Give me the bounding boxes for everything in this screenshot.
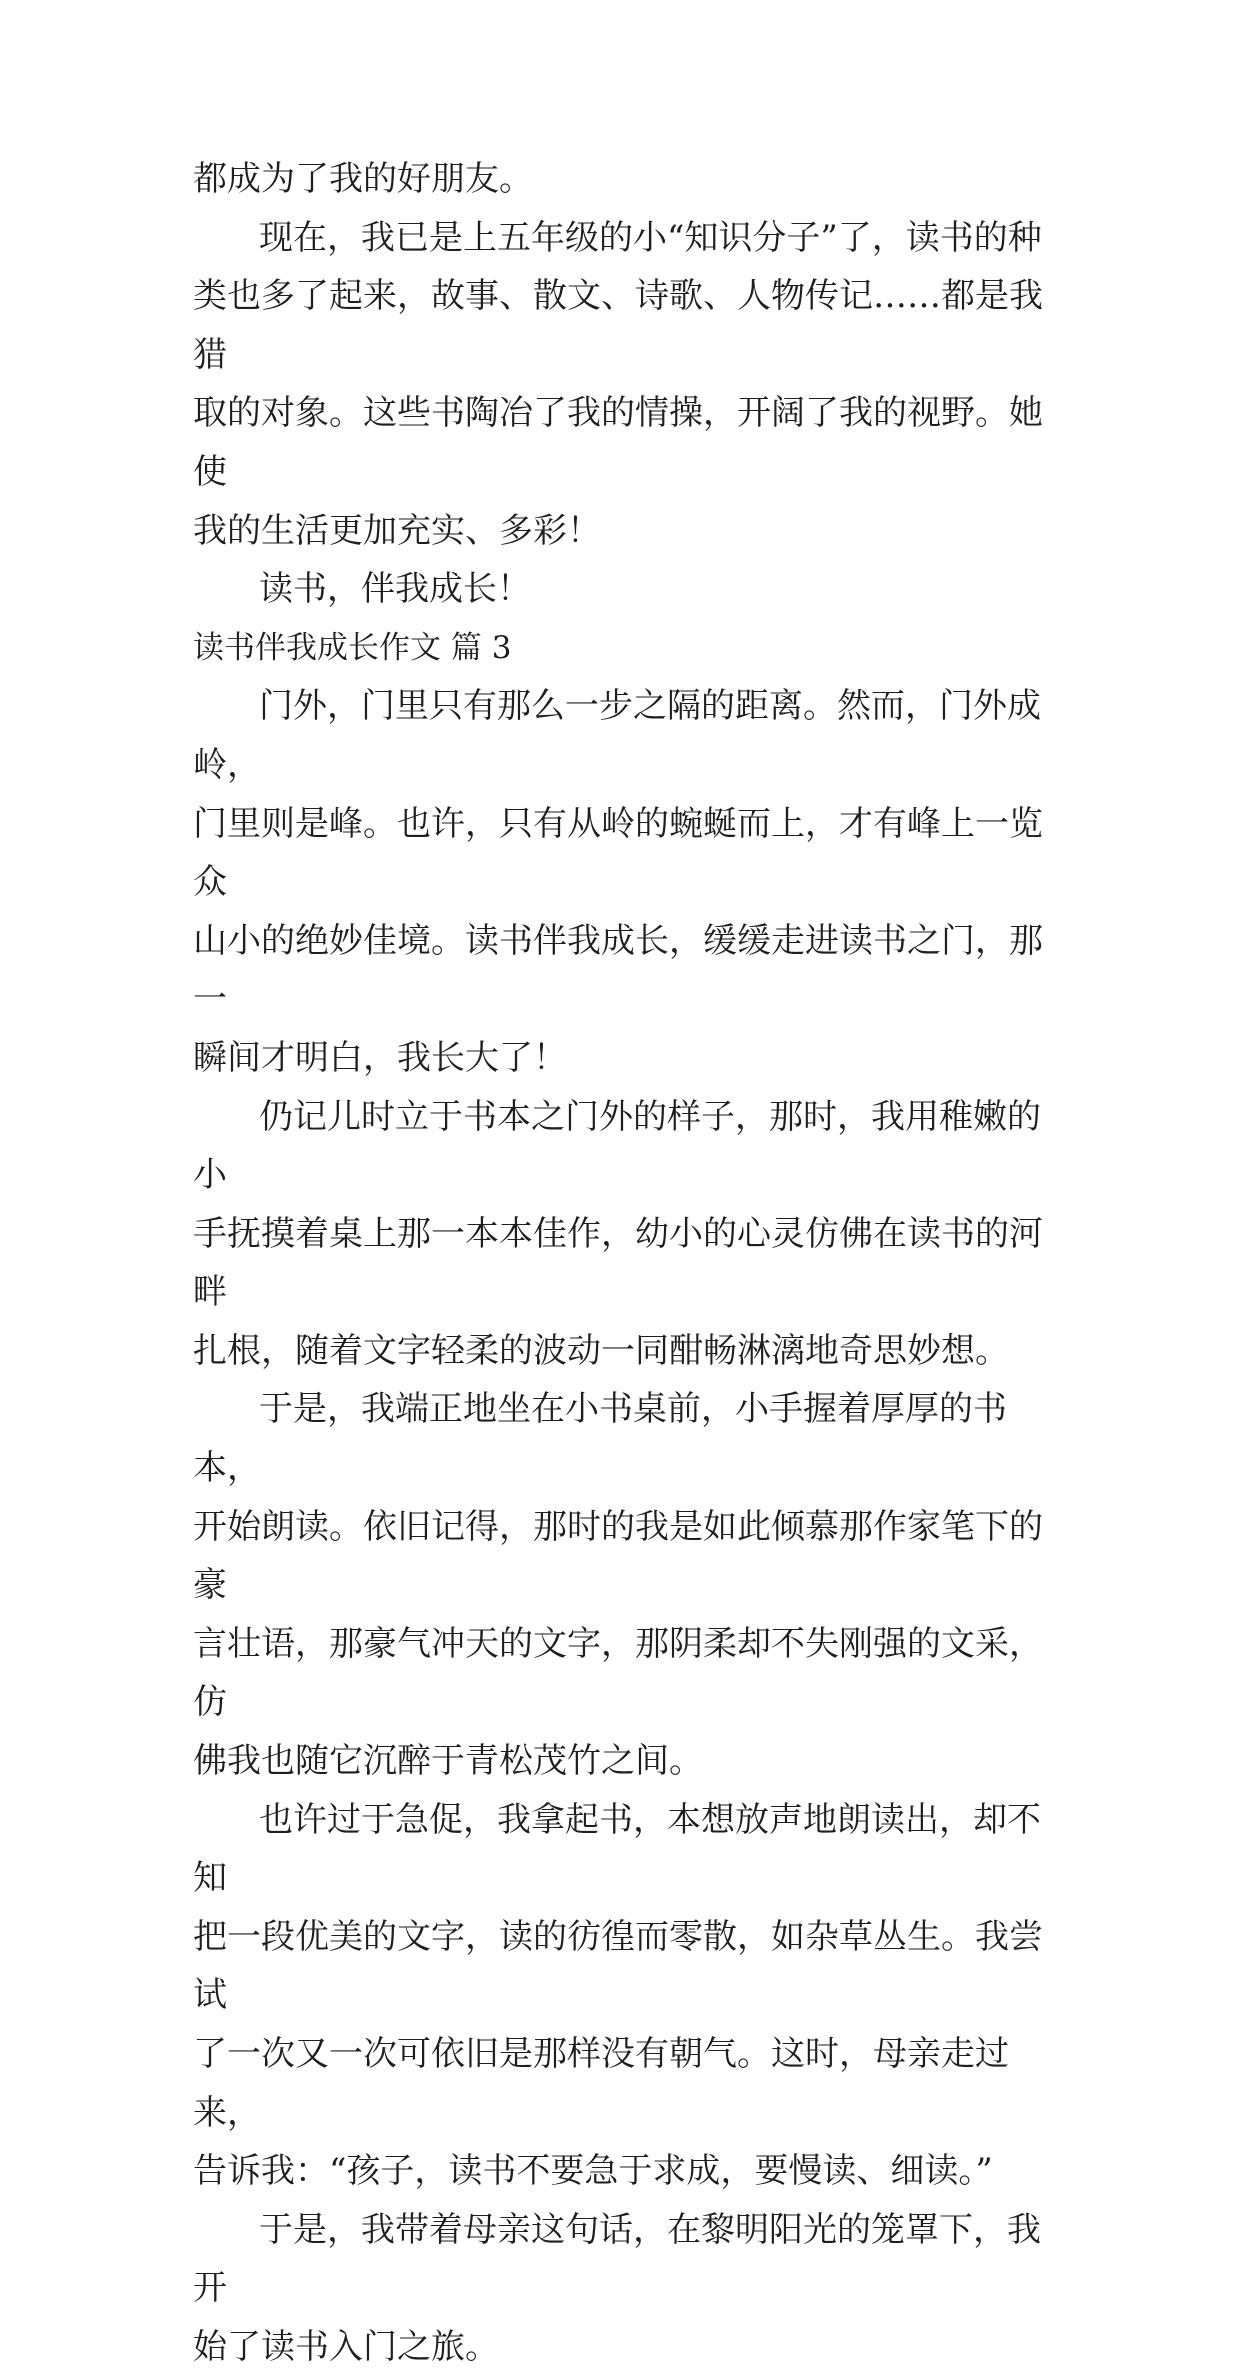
paragraph-reading-aloud: 于是，我端正地坐在小书桌前，小手握着厚厚的书本， 开始朗读。依旧记得，那时的我是如此倾慕那作家笔下的豪 言壮语，那豪气冲天的文字，那阴柔却不失刚强的文采，仿 佛我也随它沉醉于青松茂竹之间。 bbox=[193, 1389, 1043, 1782]
paragraph-reading-now: 现在，我已是上五年级的小“知识分子”了，读书的种 类也多了起来，故事、散文、诗歌、人物传记……都是我猎 取的对象。这些书陶冶了我的情操，开阔了我的视野。她使 我的生活更加充实、多彩！ bbox=[193, 217, 1043, 551]
paragraph-continued: 都成为了我的好朋友。 bbox=[193, 159, 533, 199]
document-page bbox=[193, 150, 1051, 2377]
paragraph-door: 门外，门里只有那么一步之隔的距离。然而，门外成岭， 门里则是峰。也许，只有从岭的蜿蜒而上，才有峰上一览众 山小的绝妙佳境。读书伴我成长，缓缓走进读书之门，那一 瞬间才明白，我长大了！ bbox=[193, 686, 1043, 1078]
paragraph-childhood: 仍记儿时立于书本之门外的样子，那时，我用稚嫩的小 手抚摸着桌上那一本本佳作，幼小的心灵仿佛在读书的河畔 扎根，随着文字轻柔的波动一同酣畅淋漓地奇思妙想。 bbox=[193, 1096, 1043, 1371]
paragraph-reading-growth: 读书，伴我成长！ bbox=[259, 569, 531, 610]
paragraph-journey-start: 于是，我带着母亲这句话，在黎明阳光的笼罩下，我开 始了读书入门之旅。 bbox=[193, 2209, 1041, 2367]
paragraph-mother-advice: 也许过于急促，我拿起书，本想放声地朗读出，却不知 把一段优美的文字，读的彷徨而零散，如杂草丛生。我尝试 了一次又一次可依旧是那样没有朝气。这时，母亲走过来， 告诉我：“孩子，读书不要急于求成，要慢读、细读。” bbox=[193, 1799, 1043, 2192]
section-heading: 读书伴我成长作文 篇 3 bbox=[193, 629, 512, 666]
